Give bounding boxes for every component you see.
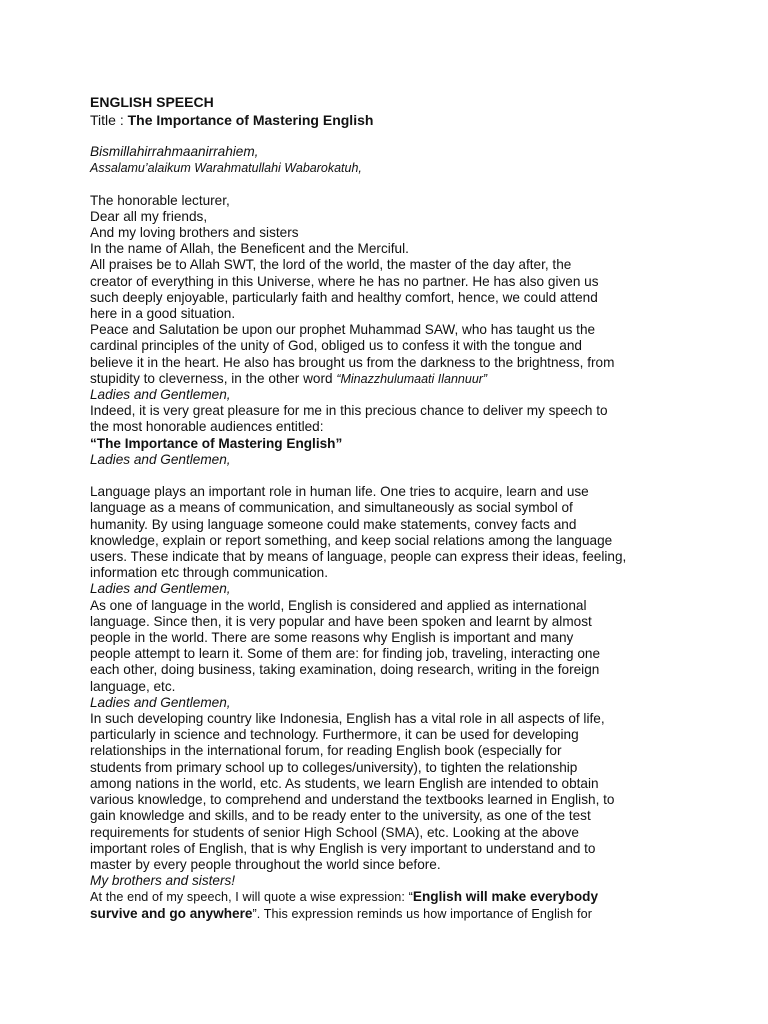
indonesia-paragraph [90,711,688,873]
indonesia-line: various knowledge, to comprehend and understand the textbooks learned in English, to [90,792,615,808]
language-line: information etc through communication. [90,565,329,581]
praise-line: creator of everything in this Universe, where he has no partner. He has also given us [90,273,599,289]
indeed-line: Indeed, it is very great pleasure for me in this precious chance to deliver my speech to [90,403,608,419]
peace-line: believe it in the heart. He also has brought us from the darkness to the brightness, from [90,354,615,370]
language-line: users. These indicate that by means of language, people can express their ideas, feeling, [90,549,627,565]
language-line: Language plays an important role in human life. One tries to acquire, learn and use [90,484,589,500]
indonesia-line: relationships in the international forum, for reading English book (especially for [90,743,562,759]
quoted-title: “The Importance of Mastering English” [90,435,343,451]
closing-paragraph [90,889,688,921]
peace-line [90,371,688,387]
international-line: each other, doing business, taking examination, doing research, writing in the foreign [90,662,600,678]
peace-line: cardinal principles of the unity of God, obliged us to confess it with the tongue and [90,338,582,354]
greeting-salam: Assalamu’alaikum Warahmatullahi Wabarokatuh, [90,161,362,176]
ladies-and-gentlemen: Ladies and Gentlemen, [90,387,231,403]
indonesia-line: master by every people throughout the world since before. [90,856,441,872]
opening-line: In the name of Allah, the Beneficent and the Merciful. [90,241,409,257]
indonesia-line: among nations in the world, etc. As students, we learn English are intended to obtain [90,775,599,791]
title-prefix: Title : [90,112,128,128]
indonesia-line: requirements for students of senior High School (SMA), etc. Looking at the above [90,824,579,840]
brothers-and-sisters: My brothers and sisters! [90,873,236,889]
indonesia-line: In such developing country like Indonesia, English has a vital role in all aspects of life, [90,711,605,727]
indeed-paragraph [90,403,688,435]
closing-line [90,906,688,922]
closing-text: ”. This expression reminds us how importance of English for [252,906,592,921]
international-line: language. Since then, it is very popular and have been spoken and learnt by almost [90,613,592,629]
opening-line: Dear all my friends, [90,208,208,224]
opening-line: And my loving brothers and sisters [90,225,299,240]
peace-paragraph [90,322,688,387]
international-line: language, etc. [90,678,176,694]
title-text: The Importance of Mastering English [127,112,374,128]
document-heading: ENGLISH SPEECH [90,94,214,110]
greeting-bismillah: Bismillahirrahmaanirrahiem, [90,144,259,159]
praise-line: here in a good situation. [90,306,236,322]
peace-last-text: stupidity to cleverness, in the other word [90,370,337,386]
international-line: people attempt to learn it. Some of them are: for finding job, traveling, interacting one [90,646,601,662]
international-paragraph [90,598,688,695]
international-line: people in the world. There are some reasons why English is important and many [90,630,574,646]
ladies-and-gentlemen: Ladies and Gentlemen, [90,451,231,467]
indeed-line: the most honorable audiences entitled: [90,419,324,435]
indonesia-line: gain knowledge and skills, and to be ready enter to the university, as one of the test [90,808,591,824]
closing-text: At the end of my speech, I will quote a wise expression: “ [90,890,413,905]
opening-line: The honorable lecturer, [90,192,230,208]
peace-quote: “Minazzhulumaati Ilannuur” [336,371,488,386]
closing-quote-bold: English will make everybody [412,889,599,905]
document-title [90,111,688,130]
indonesia-line: important roles of English, that is why English is very important to understand and to [90,840,596,856]
international-line: As one of language in the world, English is considered and applied as international [90,597,587,613]
ladies-and-gentlemen: Ladies and Gentlemen, [90,694,231,710]
language-line: knowledge, explain or report something, and keep social relations among the language [90,532,613,548]
language-paragraph [90,484,688,581]
closing-line [90,889,688,905]
language-line: language as a means of communication, and simultaneously as social symbol of [90,500,573,516]
ladies-and-gentlemen: Ladies and Gentlemen, [90,581,231,597]
praise-paragraph [90,257,688,322]
indonesia-line: particularly in science and technology. Furthermore, it can be used for developing [90,727,579,743]
language-line: humanity. By using language someone could make statements, convey facts and [90,516,577,532]
opening-lines [90,193,688,258]
closing-quote-bold: survive and go anywhere [90,905,253,921]
praise-line: All praises be to Allah SWT, the lord of the world, the master of the day after, the [90,257,572,273]
peace-line: Peace and Salutation be upon our prophet Muhammad SAW, who has taught us the [90,322,596,338]
indonesia-line: students from primary school up to colleges/university), to tighten the relationship [90,759,578,775]
praise-line: such deeply enjoyable, particularly faith and healthy comfort, hence, we could attend [90,289,598,305]
